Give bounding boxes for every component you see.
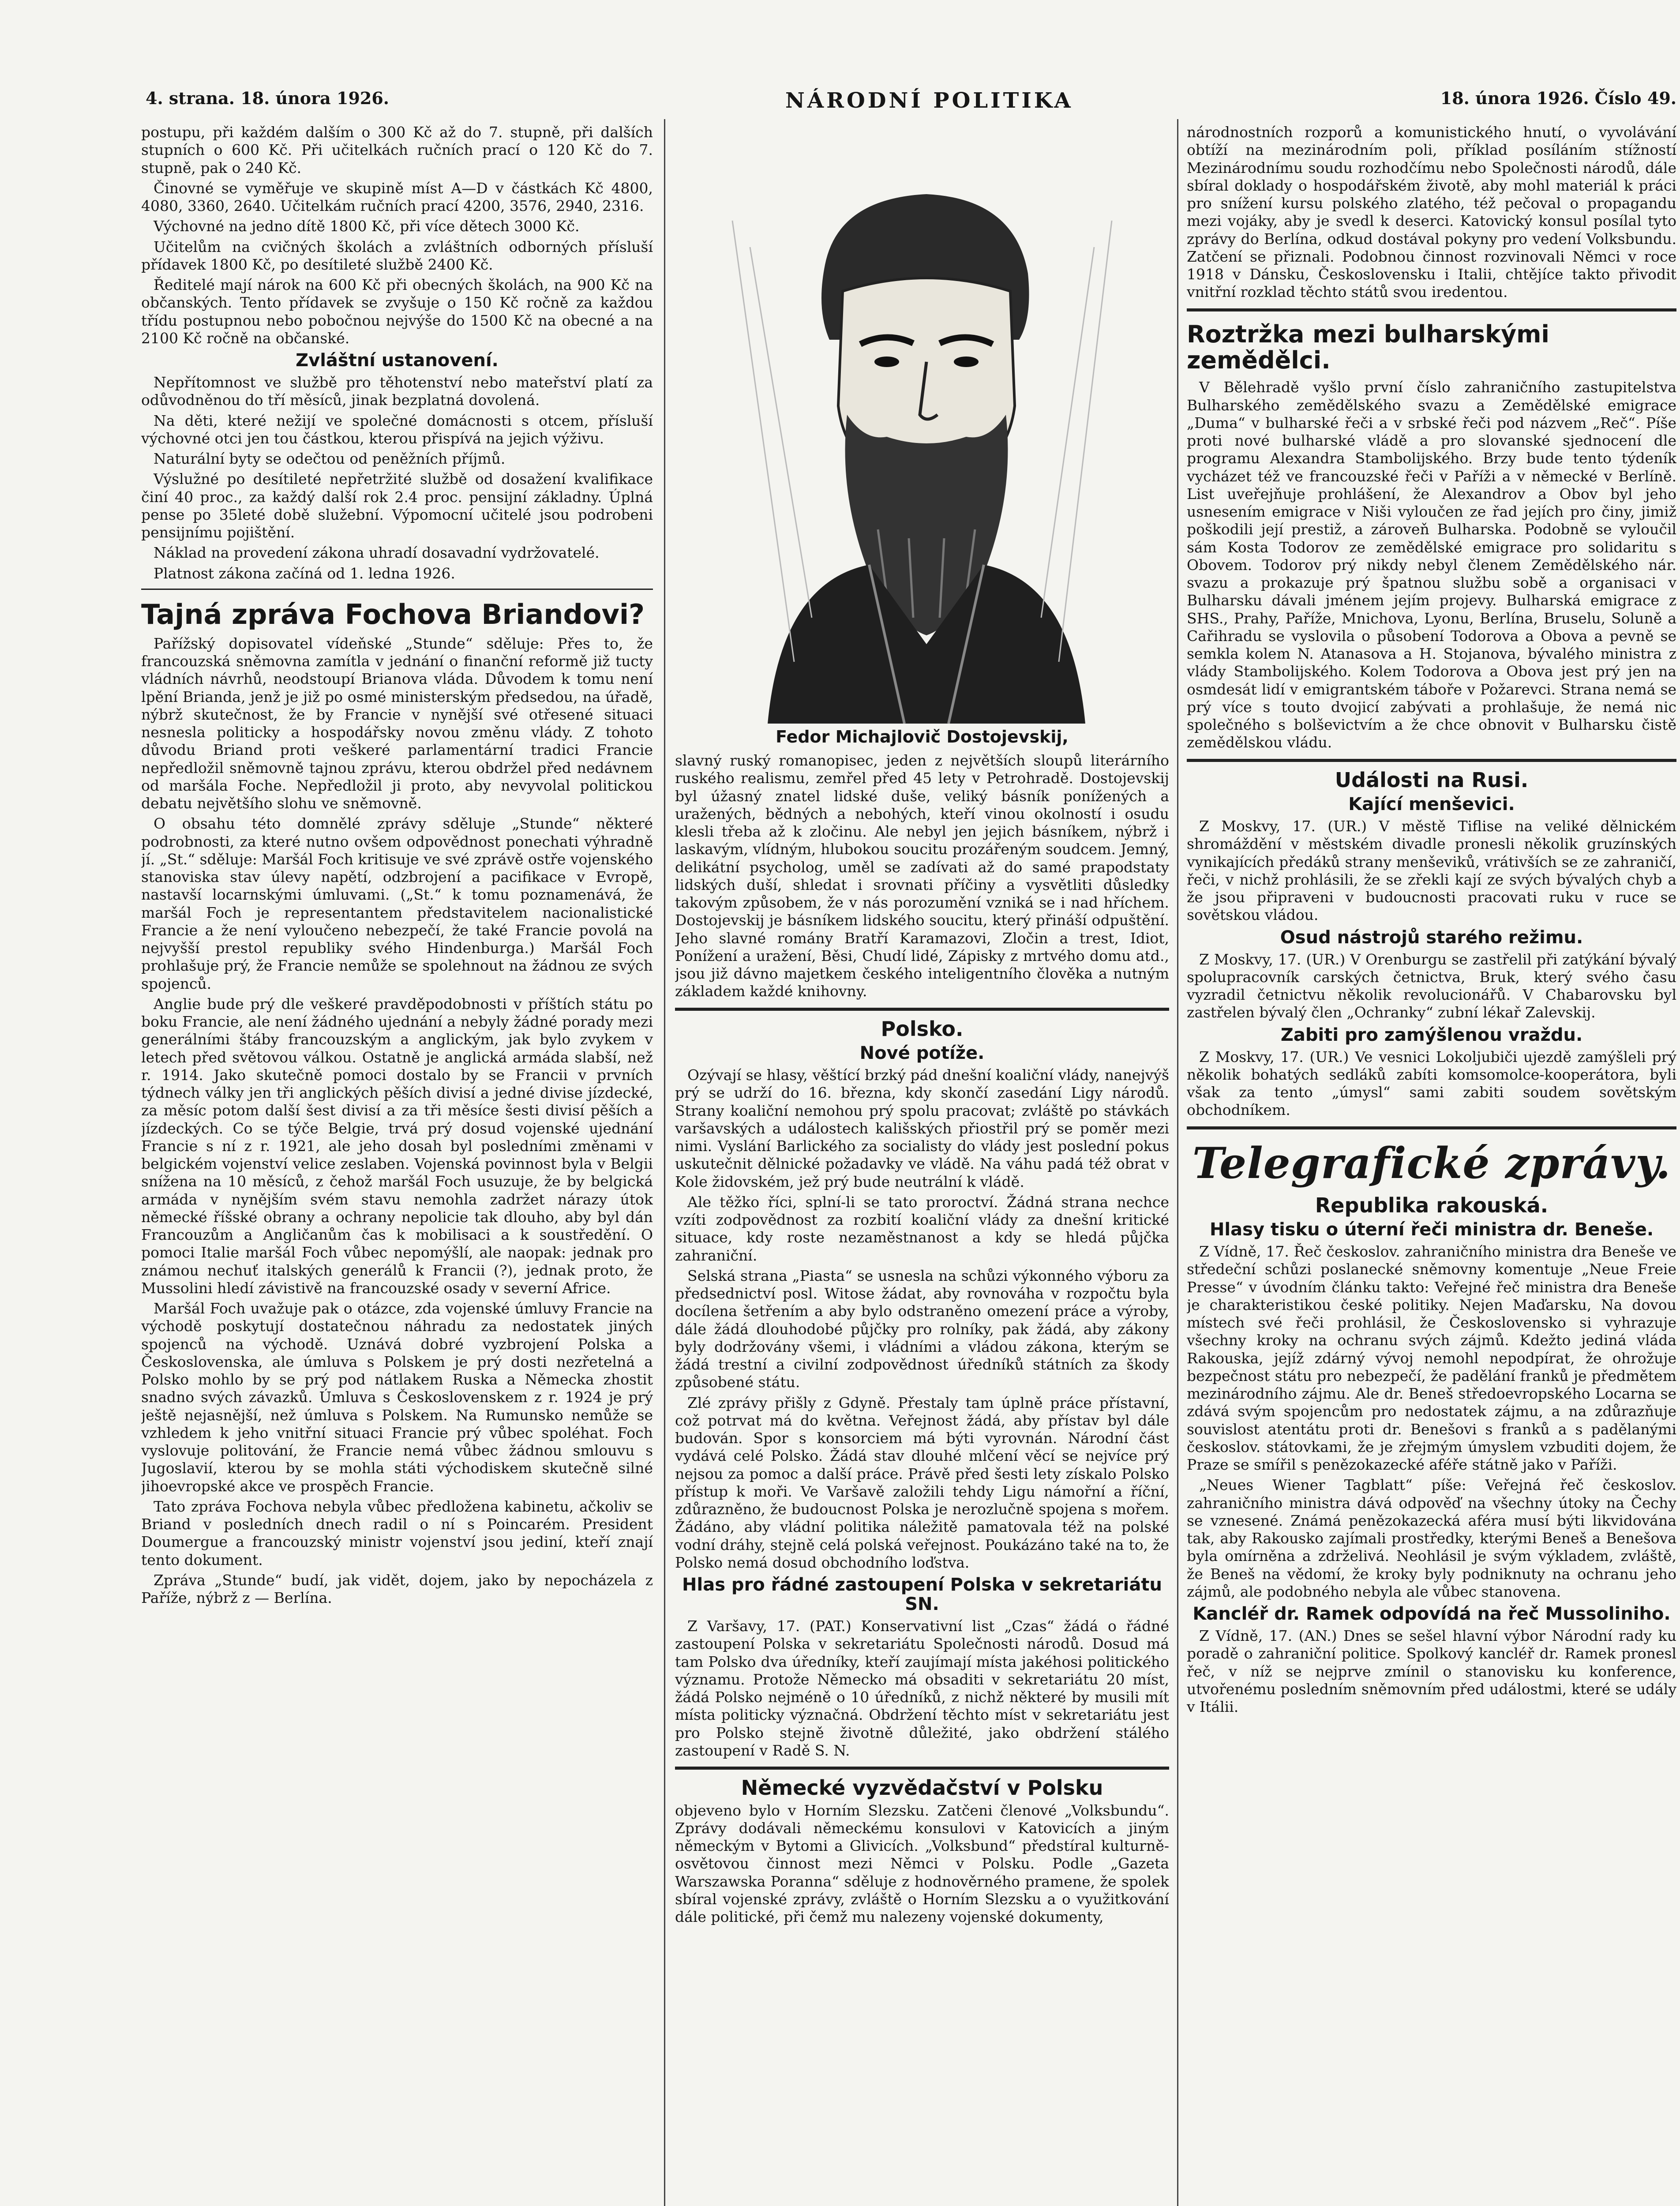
sub-heading: Hlas pro řádné zastoupení Polska v sekretariátu SN. (682, 1575, 1162, 1615)
paragraph: Na děti, které nežijí ve společné domácnosti s otcem, přísluší výchovné otci jen tou částkou, kterou přispívá na jejich výživu. (141, 412, 653, 447)
paragraph: Zpráva „Stunde“ budí, jak vidět, dojem, jako by nepocházela z Paříže, nýbrž z — Berlína. (141, 1571, 653, 1607)
article-headline: Tajná zpráva Fochova Briandovi? (141, 598, 645, 630)
divider (1187, 759, 1676, 762)
paragraph: O obsahu této domnělé zprávy sděluje „Stunde“ některé podrobnosti, za které nutno ovšem odpovědnost ponechati výhradně jí. „St.“ sděluje: Maršál Foch kritisuje ve své zprávě ostře vojenského stanoviska stav úlevy napětí, odzbrojení a pacifikace v Evropě, nastavší locarnskými úmluvami. („St.“ k tomu poznamenává, že maršál Foch je representantem představitelem nacionalistické Francie a že není vyloučeno nebezpečí, že také Francie povolá na nejvyšší prestol republiky svého Hindenburga.) Maršál Foch prohlašuje prý, že Francie nemůže se spolehnout na žádnou ze svých spojenců. (141, 815, 653, 992)
paragraph: Selská strana „Piasta“ se usnesla na schůzi výkonného výboru za předsednictví posl. Witose žádat, aby rovnováha v rozpočtu byla docílena šetřením a aby bylo odstraněno omezení práce a výroby, dále žádá dlouhodobé půjčky pro rolníky, pak žádá, aby zákony byly dodržovány všemi, i vládními a vládou zákona, kterým se žádá trestní a civilní zodpovědnost úředníků státních za škody způsobené státu. (675, 1267, 1169, 1391)
paragraph: národnostních rozporů a komunistického hnutí, o vyvolávání obtíží na mezinárodním poli, příklad posíláním stížností Mezinárodnímu soudu rozhodčímu nebo Společnosti národů, dále sbíral doklady o hospodářském životě, aby mohl materiál k práci pro snížení kursu polského zlatého, též pečoval o propagandu mezi vojáky, aby je svedl k deserci. Katovický konsul posílal tyto zprávy do Berlína, odkud dostával pokyny pro vedení Volksbundu. Zatčení se přiznali. Podobnou činnost rozvinovali Němci v roce 1918 v Dánsku, Československu i Italii, chtějíce takto přivodit vnitřní rozklad těchto států svou iredentou. (1187, 124, 1676, 301)
section-heading: Události na Rusi. (1335, 768, 1529, 792)
divider (675, 1767, 1169, 1770)
paragraph: Z Moskvy, 17. (UR.) V Orenburgu se zastřelil při zatýkání bývalý spolupracovník carských četnictva, Bruk, který svého času vyzradil četnictvu několik revolucionářů. V Chabarovsku byl zastřelen bývalý člen „Ochranky“ zubní lékař Zalevskij. (1187, 950, 1676, 1021)
paragraph: Zlé zprávy přišly z Gdyně. Přestaly tam úplně práce přístavní, což potrvat má do května. Veřejnost žádá, aby přístav byl dále budován. Spor s konsorciem má býti vyrovnán. Národní část vydává celé Polsko. Žádá stav dlouhé mlčení věcí se nejvíce prý nejsou za pomoc a další práce. Právě před šesti lety získalo Polsko přístup k moři. Ve Varšavě založili tehdy Ligu námořní a říční, zdůrazněno, že budoucnost Polska je nerozlučně spojena s mořem. Žádáno, aby vládní politika náležitě pamatovala též na polské vodní dráhy, stejně celá polská veřejnost. Poukázáno také na to, že Polsko nemá dosud obchodního loďstva. (675, 1394, 1169, 1571)
section-heading: Republika rakouská. (1315, 1193, 1549, 1217)
paragraph: „Neues Wiener Tagblatt“ píše: Veřejná řeč českoslov. zahraničního ministra dává odpověď na všechny útoky na Čechy se vznesené. Známá penězokazecká aféra musí býti likvidována tak, aby Rakousko zajímali prostředky, kterými Beneš a Benešova byla omírněna a zdrželivá. Neohlásil je svým výkladem, zvláště, že Beneš na vědomí, že kroky byly podniknuty na ochranu jeho zájmů, ale podobného nebyla ale vůbec stanovena. (1187, 1476, 1676, 1600)
portrait-illustration (679, 132, 1165, 724)
paragraph: Činovné se vyměřuje ve skupině míst A—D v částkách Kč 4800, 4080, 3360, 2640. Učitelkám ručních prací 4200, 3576, 2940, 2316. (141, 179, 653, 214)
sub-heading: Nové potíže. (859, 1043, 985, 1064)
section-heading: Německé vyzvědačství v Polsku (741, 1776, 1103, 1800)
paper-title: NÁRODNÍ POLITIKA (785, 88, 1073, 113)
column-rule (664, 119, 665, 2206)
paragraph: V Bělehradě vyšlo první číslo zahraničního zastupitelstva Bulharského zemědělského svazu a Zemědělské emigrace „Duma“ v bulharské řeči a v srbské řeči pod názvem „Reč“. Píše proti nové bulharské vládě a pro slovanské sjednocení dle programu Alexandra Stambolijského. Brzy bude tento týdeník vycházet též ve francouzské řeči v Paříži a v německé v Berlíně. List uveřejňuje prohlášení, že Alexandrov a Obov byl jeho usnesením emigrace v Niši vyloučen ze řad jejích pro činy, jimiž poškodili její prestiž, a zároveň Bulharska. Podobně se vyloučil sám Kosta Todorov ze zemědělské emigrace pro solidaritu s Obovem. Todorov prý nikdy nebyl členem Zemědělského nár. svazu a prokazuje prý špatnou službu sobě a organisaci v Bulharsku dávali jménem jejím projevy. Bulharská emigrace z SHS., Prahy, Paříže, Mnichova, Lyonu, Berlína, Bruselu, Soluně a Cařihradu se vyslovila o působení Todorova a Obova a pevně se semkla kolem N. Atanasova a H. Stojanova, bývalého ministra z vlády Stambolijského. Kolem Todorova a Obova jest prý jen na osmdesát lidí v emigrantském táboře v Požarevci. Strana nemá se prý více s touto dvojicí zabývati a prohlašuje, že nemá nic společného s bolševictvím a že chce obnovit v Bulharsku čistě zemědělskou vládu. (1187, 379, 1676, 751)
column-rule (1177, 119, 1178, 2206)
paragraph: postupu, při každém dalším o 300 Kč až do 7. stupně, při dalších stupních o 600 Kč. Při učitelkách ručních prací o 120 Kč do 7. stupně, pak o 240 Kč. (141, 124, 653, 176)
sub-heading: Hlasy tisku o úterní řeči ministra dr. Beneše. (1209, 1219, 1654, 1240)
paragraph: Z Vídně, 17. Řeč českoslov. zahraničního ministra dra Beneše ve středeční schůzi poslanecké sněmovny komentuje „Neue Freie Presse“ v úvodním článku takto: Veřejné řeč ministra dra Beneše je charakteristikou české politiky. Nejen Maďarsku, Na dovou místech své řeči prohlásil, že Československo si vyhrazuje všechny kroky na ochranu svých zájmů. Kdežto jediná vláda Rakouska, jejíž zdárný vývoj nemohl nepodpírat, že ohrožuje bezpečnost státu pro nebezpečí, že padělání franků je předmětem mezinárodního zájmu. Ale dr. Beneš středoevropského Locarna se zdává svým spojencům pro nedostatek zájmu, a na zdůrazňuje souvislost atentátu proti dr. Benešovi s franků a s padělanými českoslov. státovkami, že je zřejmým úmyslem vzbuditi dojem, že Praze se smířil s penězokazecké aféře státně jako v Paříži. (1187, 1243, 1676, 1474)
sub-heading: Kancléř dr. Ramek odpovídá na řeč Mussoliniho. (1192, 1604, 1671, 1624)
page-label: 4. strana. 18. února 1926. (146, 88, 390, 108)
telegraph-news-heading: Telegrafické zprávy. (1192, 1138, 1671, 1188)
sub-heading: Kající menševici. (1348, 794, 1515, 815)
paragraph: Ředitelé mají nárok na 600 Kč při obecných školách, na 900 Kč na občanských. Tento přídavek se zvyšuje o 150 Kč ročně za každou třídu postupnou nebo pobočnou nejvýše do 1500 Kč na obecné a na 2100 Kč ročně na občanské. (141, 276, 653, 347)
paragraph: Výslužné po desítileté nepřetržité službě od dosažení kvalifikace činí 40 proc., za každý další rok 2.4 proc. pensijní základny. Úplná pense po 35leté době služební. Výpomocní učitelé jsou podrobeni pensijnímu pojištění. (141, 470, 653, 541)
paragraph: slavný ruský romanopisec, jeden z největších sloupů literárního ruského realismu, zemřel před 45 lety v Petrohradě. Dostojevskij byl úžasný znatel lidské duše, veliký básník ponížených a uražených, bědných a nebohých, kteří vinou okolností i osudu klesli třeba až k zločinu. Ale nebyl jen jejich básníkem, nýbrž i laskavým, vlídným, hlubokou soucitu prozářeným soudcem. Jemný, delikátní psycholog, uměl se zadívati až do samé prapodstaty lidských duší, shledat i srovnati příčiny a vysvětliti důsledky takovým způsobem, že v nás porozumění vzniká se i nad hříchem. Dostojevskij je básníkem lidského soucitu, který přináší odpuštění. Jeho slavné romány Bratří Karamazovi, Zločin a trest, Idiot, Ponížení a uražení, Běsi, Chudí lidé, Zápisky z mrtvého domu atd., jsou již dávno majetkem českého inteligentního člověka a nutným základem každé knihovny. (675, 752, 1169, 1000)
sub-heading: Zabiti pro zamýšlenou vraždu. (1280, 1024, 1583, 1045)
paragraph: Nepřítomnost ve službě pro těhotenství nebo mateřství platí za odůvodněnou do tří měsíců, jinak bezplatná dovolená. (141, 374, 653, 409)
paragraph: Pařížský dopisovatel vídeňské „Stunde“ sděluje: Přes to, že francouzská sněmovna zamítla v jednání o finanční reformě již tucty vládních návrhů, neodstoupí Brianova vláda. Důvodem k tomu není lpění Brianda, jenž je již po osmé ministerským předsedou, na úřadě, nýbrž skutečnost, že by Francie v nynější své otřesené situaci nesnesla politicky a hospodářsky novou změnu vlády. Z tohoto důvodu Briand proti veškeré parlamentární tradici Francie nepředložil sněmovně tajnou zprávu, kterou obdržel před nedávnem od maršála Foche. Nepředložil ji proto, aby nevyvolal politickou debatu největšího slohu ve sněmovně. (141, 634, 653, 812)
paragraph: Z Varšavy, 17. (PAT.) Konservativní list „Czas“ žádá o řádné zastoupení Polska v sekretariátu Společnosti národů. Dosud má tam Polsko dva úředníky, kteří zaujímají místa jakéhosi politického významu. Protože Německo má obsaditi v sekretariátu 20 míst, žádá Polsko nejméně o 10 úředníků, z nichž některé by musili mít místa politicky význačná. Obdržení těchto míst v sekretariátu jest pro Polsko stejně životně důležité, jako obdržení stálého zastoupení v Radě S. N. (675, 1617, 1169, 1759)
article-headline: Roztržka mezi bulharskými zemědělci. (1187, 320, 1549, 374)
portrait-caption: Fedor Michajlovič Dostojevskij, (776, 727, 1069, 747)
paragraph: Platnost zákona začíná od 1. ledna 1926. (154, 564, 455, 582)
paragraph: Ozývají se hlasy, věštící brzký pád dnešní koaliční vlády, nanejvýš prý se udrží do 16. března, kdy skončí zasedání Ligy národů. Strany koaliční nemohou prý spolu pracovat; zvláště po stávkách varšavských a událostech kališských přiostřil prý se poměr mezi nimi. Vyslání Barlického za socialisty do vlády jest poslední pokus uskutečnit dělnické požadavky ve vládě. Na váhu padá též obrat v Kole židovském, jež prý bude neutrální k vládě. (675, 1066, 1169, 1190)
paragraph: Z Vídně, 17. (AN.) Dnes se sešel hlavní výbor Národní rady ku poradě o zahraniční politice. Spolkový kancléř dr. Ramek pronesl řeč, v níž se nejprve zmínil o stanovisku ku konference, utvořenému posledním sněmovním před událostmi, které se udály v Itálii. (1187, 1627, 1676, 1716)
divider (675, 1008, 1169, 1011)
issue-date-number: 18. února 1926. Číslo 49. (1440, 88, 1676, 108)
paragraph: Tato zpráva Fochova nebyla vůbec předložena kabinetu, ačkoliv se Briand v posledních dnech radil o ní s Poincarém. President Doumergue a francouzský ministr vojenství jsou jediní, kteří znají tento dokument. (141, 1497, 653, 1568)
section-heading: Zvláštní ustanovení. (296, 350, 499, 371)
column-left (141, 124, 653, 2206)
masthead (146, 88, 1676, 124)
paragraph: Anglie bude prý dle veškeré pravděpodobnosti v příštích státu po boku Francie, ale není žádného ujednání a nebyly žádné porady mezi generálními štáby francouzským a anglickým, jak bylo zvykem v letech před světovou válkou. Ostatně je anglická armáda slabší, než r. 1914. Jako skutečně pomoci dostalo by se Francii v prvních týdnech války jen tři anglických pěších divisí a jedné divise jízdecké, za měsíc potom další šest divisí a za tři měsíce šesti divisí pěších a jízdeckých. Co se týče Belgie, trvá prý dosud vojenské ujednání Francie s ní z r. 1921, ale jeho dosah byl posledními změnami v belgickém vojenství velice zeslaben. Vojenská povinnost byla v Belgii snížena na 10 měsíců, z čehož maršál Foch usuzuje, že by belgická armáda v nynějším svém stavu nemohla zadržet nárazy útok německé říšské obrany a ochrany nepolicie tak dlouho, aby byl dán Francouzům a Angličanům čas k mobilisaci a k soustředění. O pomoci Italie maršál Foch vůbec nepomýšlí, ale naopak: jednak pro známou nechuť italských generálů k Francii (?), jednak proto, že Mussolini hledí závistivě na francouzské osady v severní Africe. (141, 995, 653, 1297)
sub-heading: Osud nástrojů starého režimu. (1280, 927, 1583, 948)
paragraph: Naturální byty se odečtou od peněžních příjmů. (154, 450, 506, 467)
divider (141, 589, 653, 590)
paragraph: Učitelům na cvičných školách a zvláštních odborných přísluší přídavek 1800 Kč, po desítileté službě 2400 Kč. (141, 238, 653, 273)
paragraph: Ale těžko říci, splní-li se tato proroctví. Žádná strana nechce vzíti zodpovědnost za rozbití koaliční vlády za dnešní kritické situace, kdy roste nezaměstnanost a kdy se hledá půjčka zahraniční. (675, 1193, 1169, 1264)
paragraph: Výchovné na jedno dítě 1800 Kč, při více dětech 3000 Kč. (154, 218, 580, 235)
column-middle (675, 124, 1169, 2206)
paragraph: Z Moskvy, 17. (UR.) V městě Tiflise na veliké dělnickém shromáždění v městském divadle pronesli několik gruzínských vynikajících předáků strany menševiků, vrátivších se ze zahraničí, řeči, v nichž prohlásili, že se zřekli kají ze svých bývalých chyb a že jsou připraveni v budoucnosti pracovati ruku v ruce se sovětskou vládou. (1187, 818, 1676, 924)
divider (1187, 1126, 1676, 1129)
paragraph: Z Moskvy, 17. (UR.) Ve vesnici Lokoljubiči ujezdě zamýšleli prý několik bohatých sedláků zabíti komsomolce-kooperátora, byli však za tento „úmysl“ sami zabiti soudem sovětským obchodníkem. (1187, 1048, 1676, 1119)
divider (1187, 308, 1676, 311)
paragraph: Maršál Foch uvažuje pak o otázce, zda vojenské úmluvy Francie na východě poskytují dostatečnou náhradu za nedostatek jiných spojenců na východě. Uznává dobré vyzbrojení Polska a Československa, ale úmluva s Polskem je prý dosti nezřetelná a Polsko mohlo by se prý pod nátlakem Ruska a Německa zhostit snadno svých závazků. Úmluva s Československem z r. 1924 je prý ještě nejasnější, než úmluva s Polskem. Na Rumunsko nemůže se vzhledem k jeho vnitřní situaci Francie prý vůbec spoléhat. Foch vyslovuje politování, že Francie nemá vůbec žádnou smlouvu s Jugoslavií, kterou by se mohla státi východiskem skutečně silné jihoevropské akce ve prospěch Francie. (141, 1300, 653, 1495)
paragraph: Náklad na provedení zákona uhradí dosavadní vydržovatelé. (154, 544, 600, 562)
paragraph: objeveno bylo v Horním Slezsku. Zatčeni členové „Volksbundu“. Zprávy dodávali německému konsulovi v Katovicích a jiným německým v Bytomi a Glivicích. „Volksbund“ předstíral kulturně-osvětovou činnost mezi Němci v Polsku. Podle „Gazeta Warszawska Poranna“ sděluje z hodnověrného pramene, že spolek sbíral vojenské zprávy, zvláště o Horním Slezsku a o využitkování dále politické, při čemž mu nalezeny vojenské dokumenty, (675, 1801, 1169, 1926)
column-right (1187, 124, 1676, 2206)
section-heading: Polsko. (881, 1017, 964, 1041)
